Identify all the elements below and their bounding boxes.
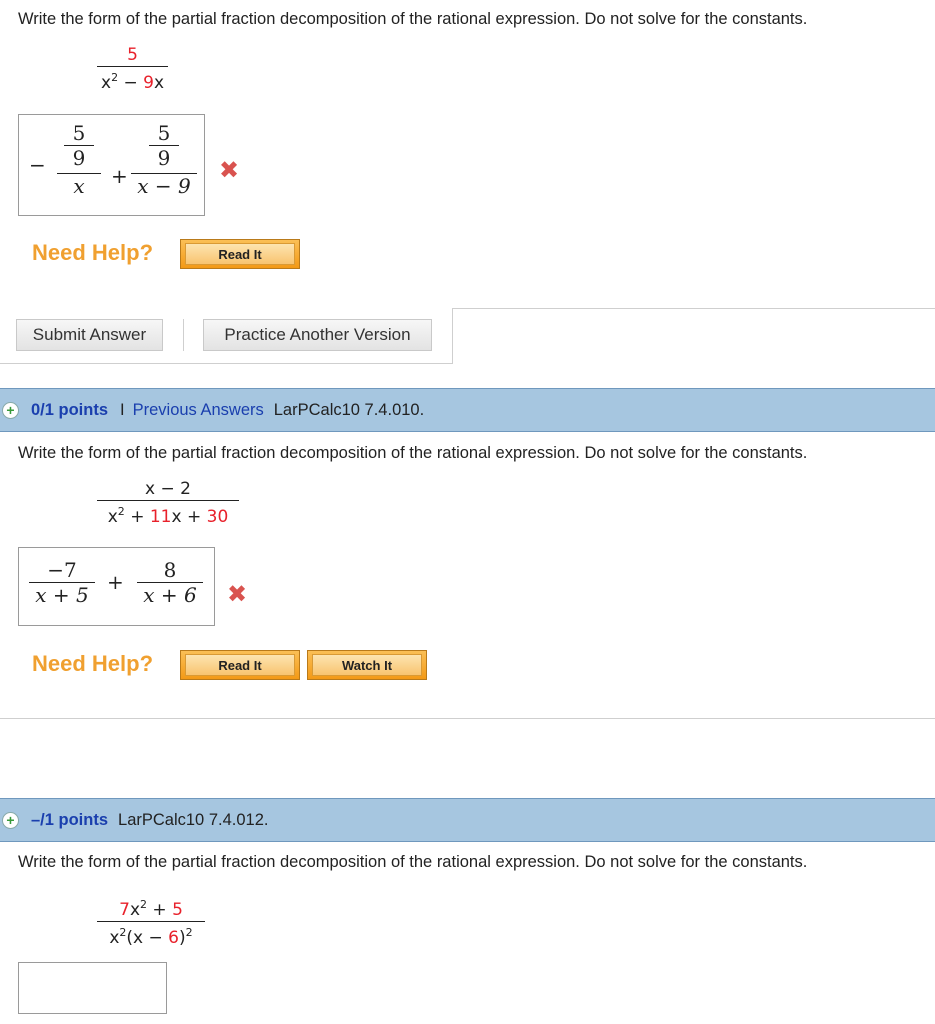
q2-separator: I bbox=[120, 400, 125, 419]
q2-term2-num: 8 bbox=[163, 558, 177, 582]
q1-given-numerator: 5 bbox=[127, 45, 138, 65]
q3-given-numerator: $7x^2 + 5$ bbox=[119, 898, 183, 920]
q1-read-it-button[interactable]: Read It bbox=[180, 239, 300, 269]
q1-term1-den: x bbox=[73, 174, 85, 198]
q1-term1 bbox=[57, 121, 101, 198]
q1-term2 bbox=[131, 121, 197, 198]
q2-answer-box[interactable] bbox=[18, 547, 215, 626]
q3-points: –/1 points bbox=[31, 810, 109, 829]
q2-watch-it-button[interactable]: Watch It bbox=[307, 650, 427, 680]
q2-plus: + bbox=[107, 570, 124, 594]
q1-term2-num-top: 5 bbox=[157, 121, 171, 145]
q2-given-numerator: x − 2 bbox=[145, 479, 191, 499]
q1-term2-num-bottom: 9 bbox=[157, 146, 171, 170]
q2-term2-den: x + 6 bbox=[143, 583, 197, 607]
expand-plus-icon[interactable]: + bbox=[2, 402, 19, 419]
q1-answer-box[interactable] bbox=[18, 114, 205, 216]
q3-instruction: Write the form of the partial fraction decomposition of the rational expression. Do not solve for the constants. bbox=[18, 853, 808, 871]
q2-previous-answers-link[interactable]: Previous Answers bbox=[132, 400, 264, 419]
q2-term2 bbox=[137, 558, 203, 607]
q1-term2-den: x − 9 bbox=[137, 174, 191, 198]
q1-term1-num-top: 5 bbox=[72, 121, 86, 145]
practice-another-version-button[interactable]: Practice Another Version bbox=[203, 319, 432, 351]
x-mark-icon: ✖ bbox=[219, 156, 240, 184]
q2-read-it-button[interactable]: Read It bbox=[180, 650, 300, 680]
q2-term1 bbox=[29, 558, 95, 607]
q2-given-expression bbox=[97, 478, 239, 528]
q2-instruction: Write the form of the partial fraction decomposition of the rational expression. Do not solve for the constants. bbox=[18, 444, 808, 462]
q1-lead-sign: − bbox=[29, 153, 46, 177]
submit-answer-button[interactable]: Submit Answer bbox=[16, 319, 163, 351]
q2-header bbox=[0, 388, 935, 432]
q3-reference: LarPCalc10 7.4.012. bbox=[118, 810, 269, 829]
q2-term1-den: x + 5 bbox=[35, 583, 89, 607]
q1-given-expression bbox=[97, 44, 168, 94]
q3-given-expression bbox=[97, 894, 205, 949]
q1-term1-num-bottom: 9 bbox=[72, 146, 86, 170]
expand-plus-icon[interactable]: + bbox=[2, 812, 19, 829]
q3-given-denominator: $x^2(x - 6)^2$ bbox=[109, 926, 193, 948]
q1-need-help-label: Need Help? bbox=[32, 240, 154, 265]
q3-answer-input[interactable] bbox=[18, 962, 167, 1014]
q1-instruction: Write the form of the partial fraction decomposition of the rational expression. Do not solve for the constants. bbox=[18, 10, 808, 28]
q1-given-denominator: $x^2 - 9x$ bbox=[101, 71, 165, 93]
q2-points: 0/1 points bbox=[31, 400, 109, 419]
q2-need-help-label: Need Help? bbox=[32, 651, 154, 676]
x-mark-icon: ✖ bbox=[227, 580, 248, 608]
q1-plus: + bbox=[111, 164, 128, 188]
q3-header bbox=[0, 798, 935, 842]
q2-reference: LarPCalc10 7.4.010. bbox=[273, 400, 425, 419]
q2-given-denominator: $x^2 + 11x + 30$ bbox=[107, 505, 229, 527]
q2-term1-num: −7 bbox=[47, 558, 77, 582]
